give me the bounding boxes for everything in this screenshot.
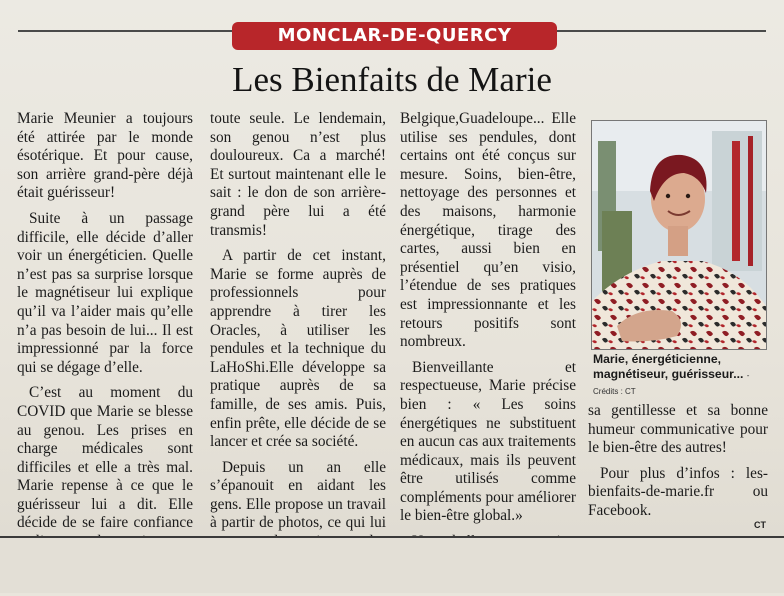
column-4-paragraph-2: Pour plus d’infos : les-bienfaits-de-marie.fr ou Facebook.: [588, 464, 768, 519]
article-column-3: [400, 110, 576, 577]
column-1-paragraph-1: Marie Meunier a toujours été attirée par le monde ésotérique. Et pour cause, son arrière grand-père déjà était guérisseur!: [17, 110, 193, 202]
page-footer-area: [0, 538, 784, 593]
column-4-paragraph-1: sa gentillesse et sa bonne humeur communicative pour le bien-être des autres!: [588, 402, 768, 457]
article-headline: Les Bienfaits de Marie: [232, 60, 552, 99]
column-3-paragraph-2: Bienveillante et respectueuse, Marie précise bien : « Les soins énergétiques ne substituent en aucun cas aux traitements médicaux, mais ils peuvent être utilisés comme compléments pour améliorer le bien-être global.»: [400, 358, 576, 525]
column-2-paragraph-3: Depuis un an elle s’épanouit en aidant les gens. Elle propose un travail à partir de photos, ce qui lui: [210, 458, 386, 532]
column-2-paragraph-1: toute seule. Le lendemain, son genou n’est plus douloureux. Ca a marché! Et surtout maintenant elle le sait : le don de son arrière-grand père lui a été transmis!: [210, 110, 386, 239]
column-1-paragraph-2: Suite à un passage difficile, elle décide d’aller voir un énergéticien. Quelle n’est pas sa surprise lorsque le magnétiseur lui explique qu’il va l’aider mais qu’elle n’a pas besoin de lui... Il est impressionné par la force qui se dégage d’elle.: [17, 209, 193, 376]
article-column-2: [210, 110, 386, 596]
article-column-1: [17, 110, 193, 559]
portrait-illustration: [592, 121, 766, 349]
article-column-4: [588, 402, 768, 528]
article-photo: [591, 120, 767, 350]
column-3-paragraph-1: Belgique,Guadeloupe... Elle utilise ses pendules, dont certains ont été conçus sur mesure. Soins, bien-être, nettoyage des personnes et des maisons, harmonie énergétique, tirage des cartes, aussi bien en présentiel qu’en visio, l’étendue de ses pratiques est impressionnante et les retours positifs sont nombreux.: [400, 110, 576, 351]
section-kicker: MONCLAR-DE-QUERCY: [232, 22, 557, 50]
caption-text: Marie, énergéticienne, magnétiseur, guérisseur...: [593, 352, 744, 381]
caption-credit: - Crédits : CT: [593, 371, 750, 396]
author-signature: CT: [754, 520, 766, 530]
photo-caption: [593, 352, 769, 399]
column-2-paragraph-2: A partir de cet instant, Marie se forme auprès de professionnels pour apprendre à tirer les Oracles, à utiliser les pendules et la technique du LaHoShi.Elle développe sa pratique auprès de sa famille, de ses amis. Puis, enfin prête, elle décide de se lancer et crée sa société.: [210, 247, 386, 451]
column-1-paragraph-3: C’est au moment du COVID que Marie se blesse au genou. Les prises en charge médicales sont difficiles et elle a très mal. Marie repense à ce que le guérisseur lui a dit. Elle décide de se faire confiance: [17, 384, 193, 532]
